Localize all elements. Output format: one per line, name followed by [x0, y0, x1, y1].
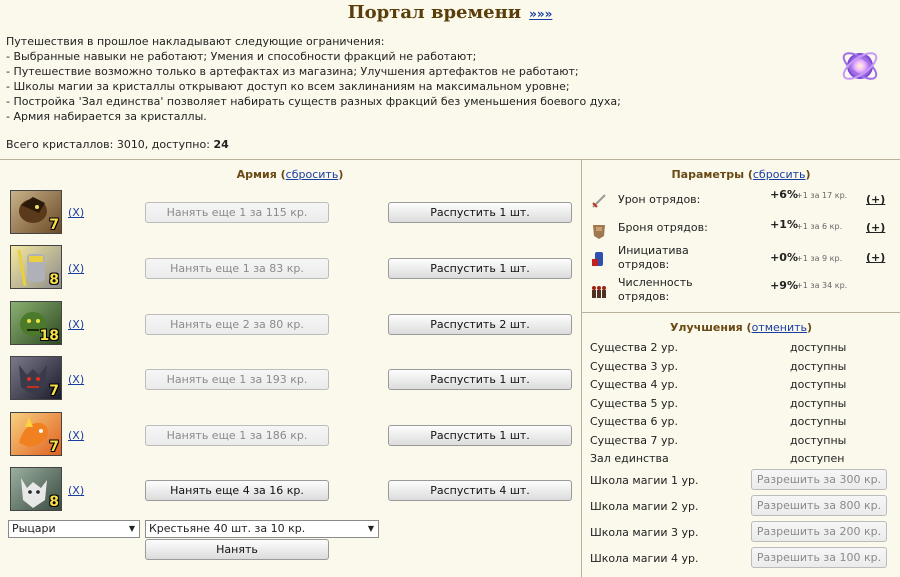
unit-portrait	[10, 245, 62, 289]
unit-portrait	[10, 412, 62, 456]
initiative-icon	[590, 250, 608, 268]
param-plus-link[interactable]: (+)	[866, 221, 886, 234]
remove-unit-link[interactable]: (X)	[68, 206, 85, 219]
param-row	[590, 188, 890, 218]
param-value: +6%	[770, 188, 798, 201]
remove-unit-link[interactable]: (X)	[68, 318, 85, 331]
info-line: - Постройка 'Зал единства' позволяет набирать существ разных фракций без уменьшения боевого духа;	[6, 95, 621, 108]
hire-more-button[interactable]: Нанять еще 1 за 186 кр.	[145, 425, 329, 446]
magic-school-name: Школа магии 1 ур.	[590, 474, 699, 487]
dismiss-button[interactable]: Распустить 1 шт.	[388, 369, 572, 390]
upgrade-status: доступны	[790, 415, 847, 428]
param-name: Инициатива отрядов:	[618, 244, 689, 271]
params-reset-link[interactable]: сбросить	[752, 168, 806, 181]
unit-portrait	[10, 190, 62, 234]
portal-icon	[838, 44, 882, 88]
upgrades-header: Улучшения (отменить)	[669, 321, 813, 334]
param-value: +0%	[770, 251, 798, 264]
hire-more-button[interactable]: Нанять еще 4 за 16 кр.	[145, 480, 329, 501]
remove-unit-link[interactable]: (X)	[68, 373, 85, 386]
unit-portrait	[10, 467, 62, 511]
magic-school-name: Школа магии 3 ур.	[590, 526, 699, 539]
upgrade-name: Существа 5 ур.	[590, 397, 678, 410]
unit-level: 7	[49, 383, 59, 399]
upgrade-name: Существа 6 ур.	[590, 415, 678, 428]
unit-level: 8	[49, 494, 59, 510]
unit-level: 7	[49, 217, 59, 233]
magic-school-name: Школа магии 2 ур.	[590, 500, 699, 513]
header-divider	[0, 159, 900, 160]
dismiss-button[interactable]: Распустить 2 шт.	[388, 314, 572, 335]
params-header: Параметры (сбросить)	[671, 168, 811, 181]
faction-select[interactable]	[8, 520, 140, 538]
hire-more-button[interactable]: Нанять еще 1 за 83 кр.	[145, 258, 329, 279]
remove-unit-link[interactable]: (X)	[68, 429, 85, 442]
upgrade-name: Существа 7 ур.	[590, 434, 678, 447]
info-line: - Путешествие возможно только в артефактах из магазина; Улучшения артефактов не работают;	[6, 65, 579, 78]
crystals-available: 24	[213, 138, 229, 151]
remove-unit-link[interactable]: (X)	[68, 484, 85, 497]
dismiss-button[interactable]: Распустить 1 шт.	[388, 425, 572, 446]
param-cost: +1 за 6 кр.	[796, 222, 843, 231]
dismiss-button[interactable]: Распустить 1 шт.	[388, 202, 572, 223]
unit-level: 7	[49, 439, 59, 455]
upgrade-status: доступны	[790, 434, 847, 447]
upgrade-status: доступны	[790, 360, 847, 373]
allow-magic-school-button[interactable]: Разрешить за 100 кр.	[751, 547, 887, 568]
dismiss-button[interactable]: Распустить 1 шт.	[388, 258, 572, 279]
params-title: Параметры	[671, 168, 745, 181]
upgrades-cancel-link[interactable]: отменить	[751, 321, 808, 334]
dismiss-button[interactable]: Распустить 4 шт.	[388, 480, 572, 501]
unit-portrait	[10, 356, 62, 400]
magic-school-name: Школа магии 4 ур.	[590, 552, 699, 565]
info-line: - Армия набирается за кристаллы.	[6, 110, 207, 123]
param-value: +9%	[770, 279, 798, 292]
column-divider	[581, 160, 582, 577]
upgrade-name: Существа 2 ур.	[590, 341, 678, 354]
param-name: Броня отрядов:	[618, 221, 708, 234]
upgrade-status: доступны	[790, 397, 847, 410]
hire-more-button[interactable]: Нанять еще 1 за 193 кр.	[145, 369, 329, 390]
page-title	[0, 2, 900, 23]
info-line: Путешествия в прошлое накладывают следующие ограничения:	[6, 35, 385, 48]
chevron-down-icon: ▼	[367, 524, 374, 533]
page-title-text: Портал времени	[347, 2, 522, 23]
upgrade-status: доступны	[790, 341, 847, 354]
unit-level: 8	[49, 272, 59, 288]
params-divider	[581, 312, 900, 313]
unit-select[interactable]	[145, 520, 379, 538]
more-link[interactable]: »»»	[529, 7, 553, 21]
army-header: Армия (сбросить)	[236, 168, 344, 181]
param-value: +1%	[770, 218, 798, 231]
armor-icon	[590, 222, 608, 240]
unit-level: 18	[39, 328, 59, 344]
upgrades-title: Улучшения	[669, 321, 743, 334]
crystals-label: Всего кристаллов: 3010, доступно:	[6, 138, 210, 151]
param-cost: +1 за 17 кр.	[796, 191, 848, 200]
sword-icon	[590, 192, 608, 210]
hire-more-button[interactable]: Нанять еще 1 за 115 кр.	[145, 202, 329, 223]
faction-select-value: Рыцари	[12, 522, 56, 535]
chevron-down-icon: ▼	[128, 524, 135, 533]
upgrade-name: Зал единства	[590, 452, 669, 465]
upgrade-status: доступен	[790, 452, 845, 465]
info-line: - Выбранные навыки не работают; Умения и способности фракций не работают;	[6, 50, 477, 63]
upgrade-name: Существа 4 ур.	[590, 378, 678, 391]
troops-icon	[590, 282, 608, 300]
allow-magic-school-button[interactable]: Разрешить за 300 кр.	[751, 469, 887, 490]
allow-magic-school-button[interactable]: Разрешить за 800 кр.	[751, 495, 887, 516]
param-cost: +1 за 9 кр.	[796, 254, 843, 263]
hire-more-button[interactable]: Нанять еще 2 за 80 кр.	[145, 314, 329, 335]
param-name: Численность отрядов:	[618, 276, 693, 303]
upgrade-name: Существа 3 ур.	[590, 360, 678, 373]
unit-portrait	[10, 301, 62, 345]
unit-select-value: Крестьяне 40 шт. за 10 кр.	[149, 522, 306, 535]
param-cost: +1 за 34 кр.	[796, 281, 848, 290]
crystals-summary	[6, 138, 229, 151]
allow-magic-school-button[interactable]: Разрешить за 200 кр.	[751, 521, 887, 542]
param-plus-link[interactable]: (+)	[866, 193, 886, 206]
param-name: Урон отрядов:	[618, 193, 701, 206]
army-title: Армия	[236, 168, 277, 181]
remove-unit-link[interactable]: (X)	[68, 262, 85, 275]
army-reset-link[interactable]: сбросить	[285, 168, 339, 181]
restrictions-info	[6, 34, 621, 124]
param-row	[590, 276, 890, 306]
hire-button[interactable]: Нанять	[145, 539, 329, 560]
param-row	[590, 244, 890, 274]
info-line: - Школы магии за кристаллы открывают доступ ко всем заклинаниям на максимальном уровне;	[6, 80, 570, 93]
upgrade-status: доступны	[790, 378, 847, 391]
param-plus-link[interactable]: (+)	[866, 251, 886, 264]
